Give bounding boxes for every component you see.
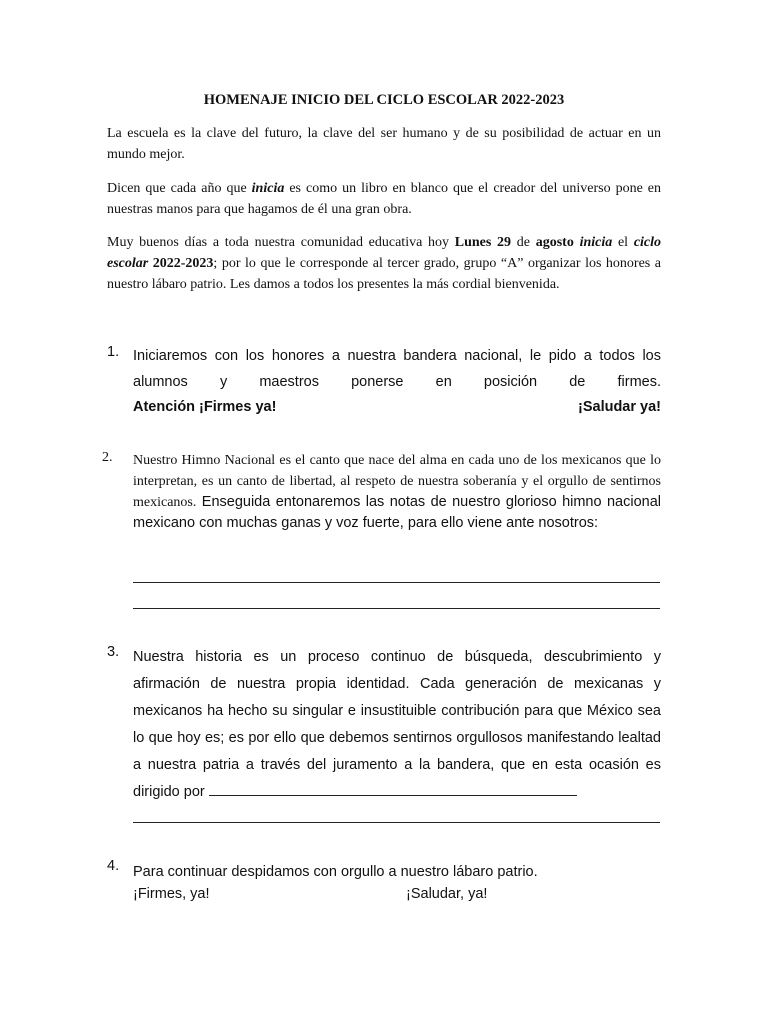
list-number: 3.: [107, 644, 120, 660]
emphasis-year: 2022-2023: [152, 256, 214, 271]
text-run: Muy buenos días a toda nuestra comunidad educativa hoy: [107, 235, 455, 250]
text-run: Dicen que cada año que: [107, 181, 252, 196]
document-title: HOMENAJE INICIO DEL CICLO ESCOLAR 2022-2023: [203, 92, 565, 108]
text-run: ; por lo que le corresponde al tercer grado, grupo “A” organizar los honores a nuestro lábaro patrio. Les damos a todos los presentes la más cordial bienvenida.: [107, 256, 662, 292]
text-run: Nuestro Himno Nacional es el canto que nace del alma en cada uno de los mexicanos que lo interpretan, es un canto de libertad, al respeto de nuestra soberanía y el orgullo de sentirnos mexicanos.: [133, 453, 661, 510]
text-run: Nuestra historia es un proceso continuo de búsqueda, descubrimiento y afirmación de nuestra propia identidad. Cada generación de mexicanas y mexicanos ha hecho su singular e insustituible contribución para que México sea lo que hoy es; es por ello que debemos sentirnos orgullosos manifestando lealtad a nuestra patria a través del juramento a la bandera, que en esta ocasión es dirigido por: [133, 649, 661, 800]
list-number: 1.: [107, 344, 120, 360]
intro-paragraph-2: [107, 178, 661, 220]
fill-in-blank-line[interactable]: [133, 582, 660, 583]
intro-paragraph-3: [107, 232, 661, 295]
list-number: 4.: [107, 858, 120, 874]
emphasis-date: Lunes 29: [454, 235, 512, 250]
list-item-1-text: [133, 344, 661, 421]
text-run: el: [612, 235, 634, 250]
text-run: es como un libro en blanco que el creador del universo pone en nuestras manos para que hagamos de él una gran obra.: [107, 181, 661, 217]
emphasis-month: agosto: [535, 235, 574, 250]
fill-in-blank-line[interactable]: [133, 608, 660, 609]
list-item-1-line-2: alumnos y maestros ponerse en posición de firmes.: [133, 373, 661, 390]
list-item-4-text: Para continuar despidamos con orgullo a nuestro lábaro patrio.: [133, 864, 538, 880]
emphasis-inicia: inicia: [579, 235, 613, 250]
intro-paragraph-1-text: La escuela es la clave del futuro, la clave del ser humano y de su posibilidad de actuar en un mundo mejor.: [107, 126, 661, 162]
command-saludar: ¡Saludar ya!: [578, 399, 661, 415]
command-firmes: Atención ¡Firmes ya!: [133, 399, 277, 415]
intro-paragraph-1: [107, 123, 661, 165]
firmes-commands: [133, 395, 661, 421]
list-number: 2.: [102, 450, 113, 465]
list-item-1-line-1: Iniciaremos con los honores a nuestra bandera nacional, le pido a todos los: [133, 348, 661, 364]
command-saludar: ¡Saludar, ya!: [406, 886, 488, 902]
text-run: Enseguida entonaremos las notas de nuestro glorioso himno nacional mexicano con muchas ganas y voz fuerte, para ello viene ante nosotros:: [133, 494, 661, 531]
list-item-2-text: [133, 450, 661, 533]
emphasis-ciclo: ciclo escolar: [107, 235, 662, 271]
emphasis-inicia: inicia: [251, 181, 285, 196]
fill-in-blank-inline[interactable]: [209, 781, 577, 796]
text-run: de: [511, 235, 536, 250]
fill-in-blank-line[interactable]: [133, 822, 660, 823]
list-item-3-text: [133, 644, 661, 806]
command-firmes: ¡Firmes, ya!: [133, 886, 210, 902]
